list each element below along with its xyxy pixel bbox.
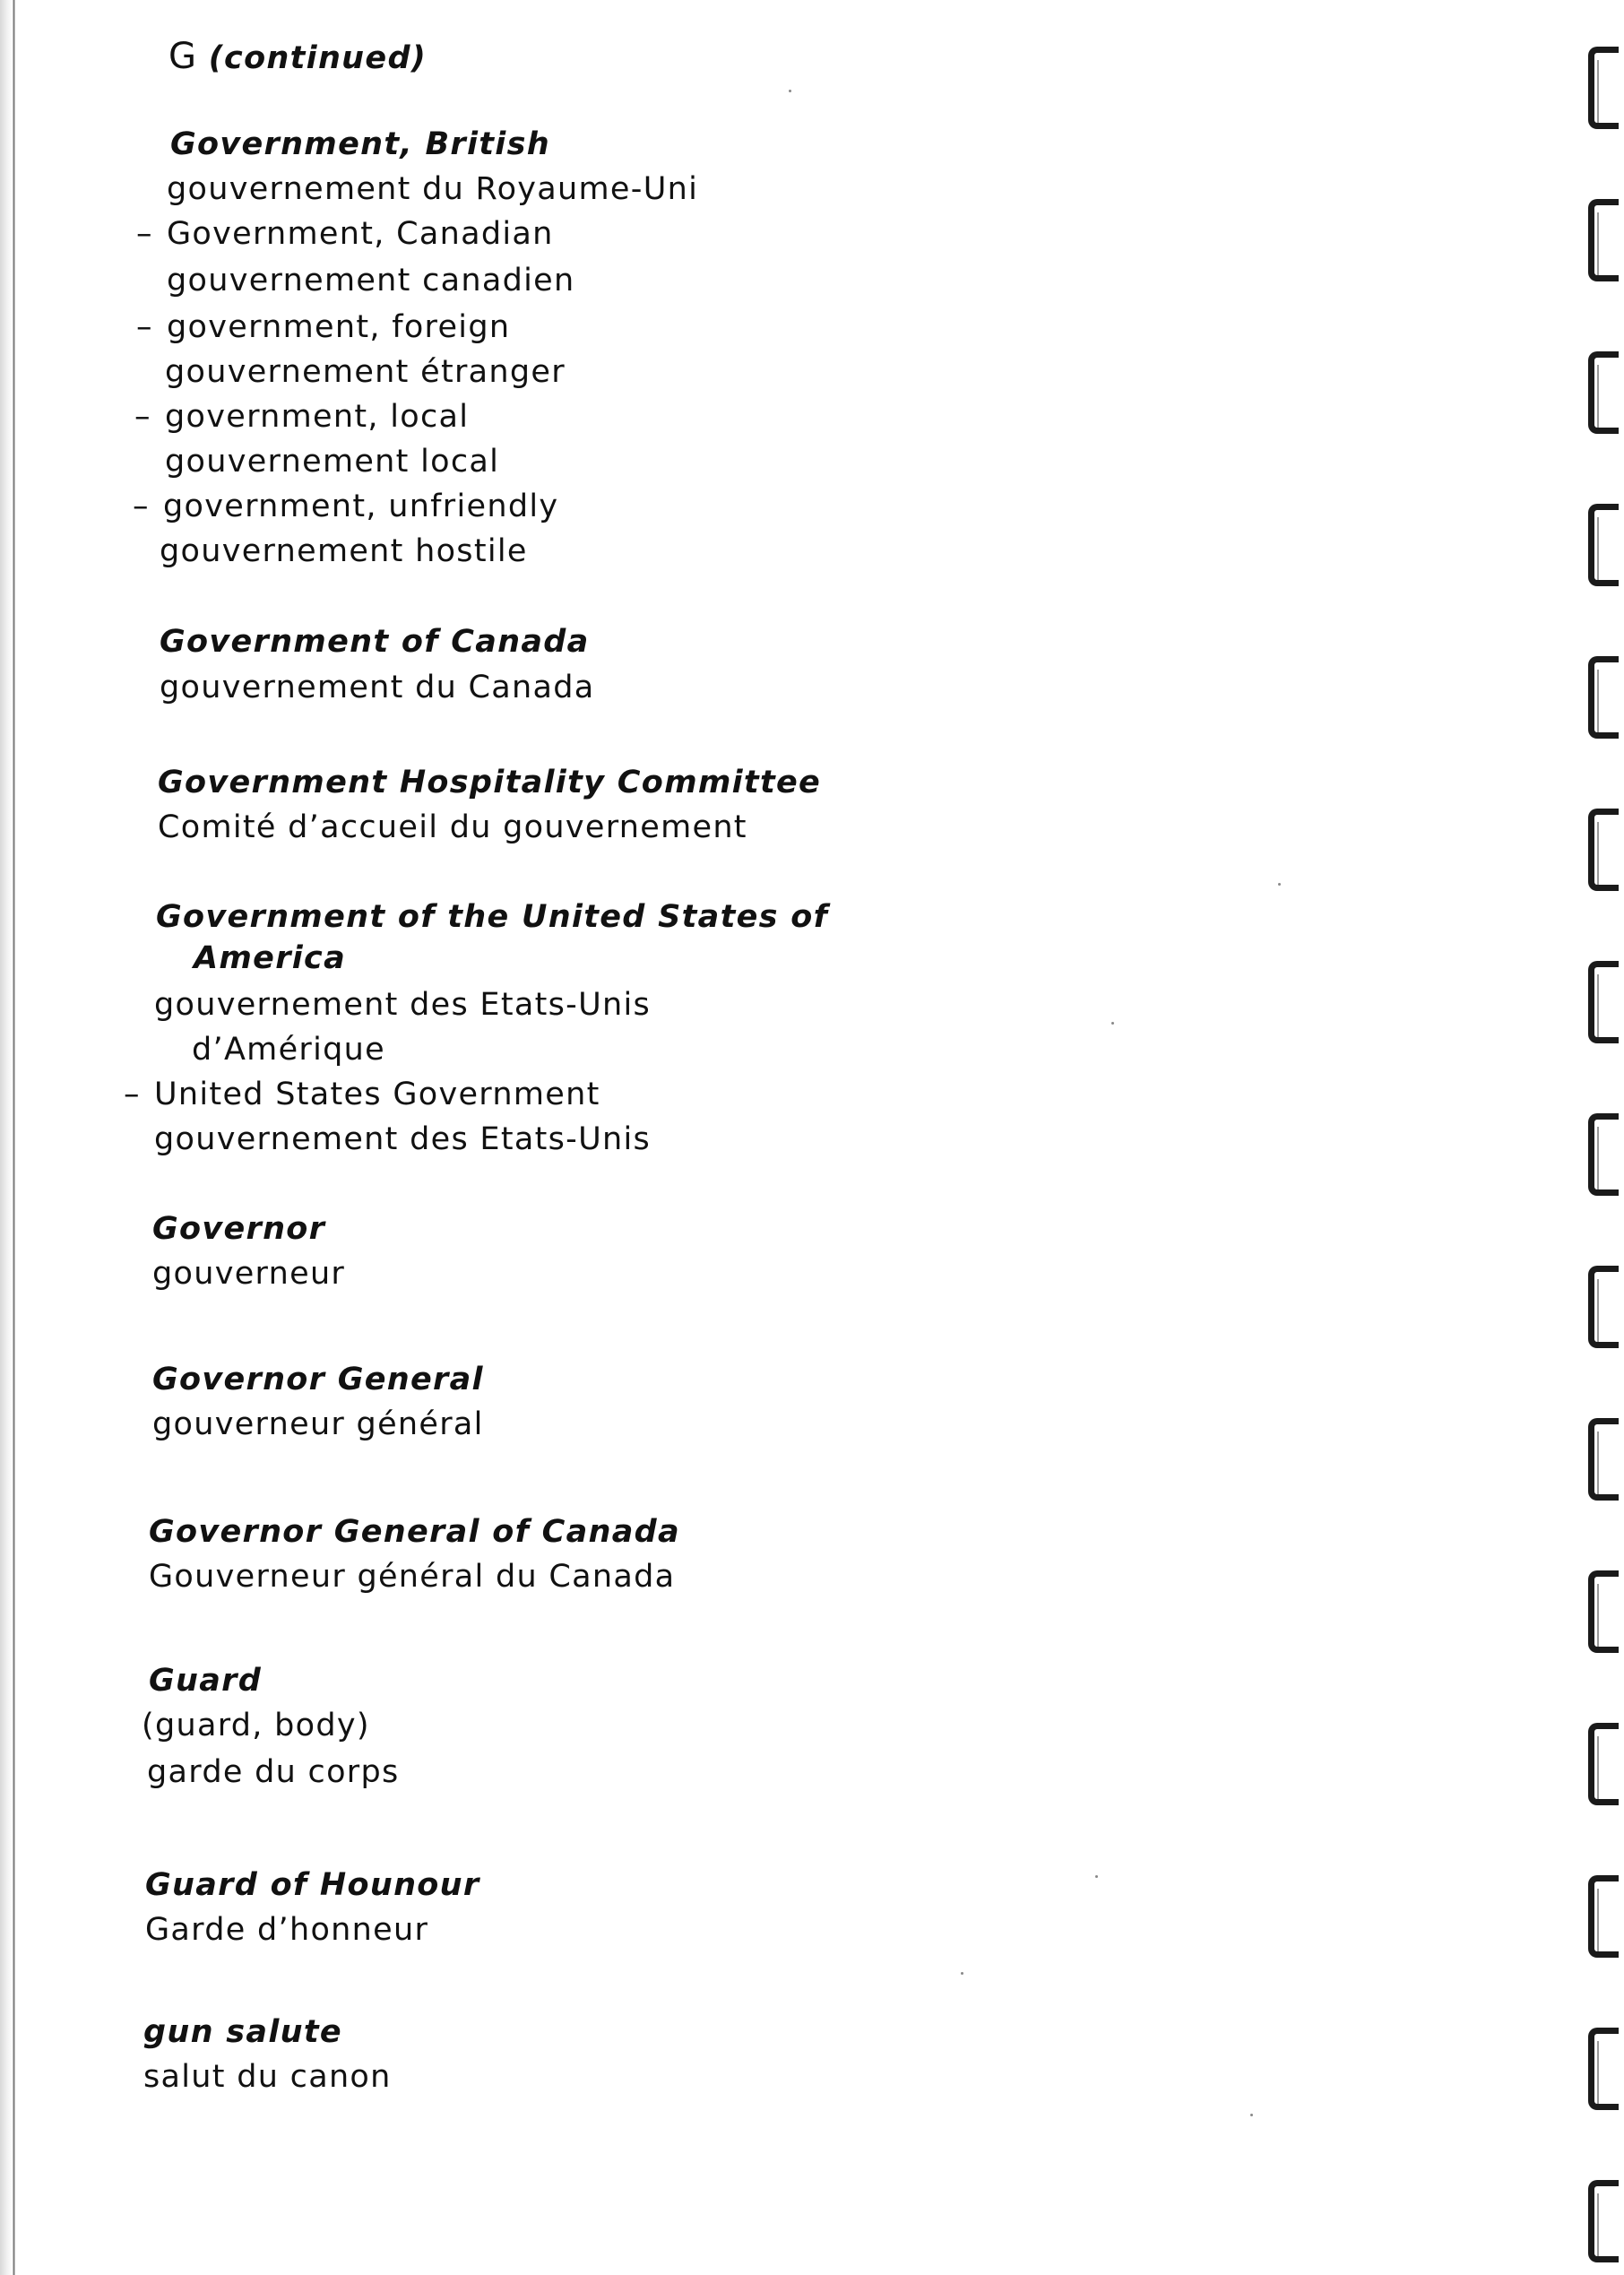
binder-ring bbox=[1588, 961, 1619, 1043]
subentry-term bbox=[134, 398, 470, 436]
subentry-term bbox=[124, 1076, 600, 1113]
section-letter: G bbox=[168, 36, 198, 77]
entry-translation: Garde d’honneur bbox=[145, 1912, 429, 1948]
entry-translation: salut du canon bbox=[143, 2059, 392, 2095]
entry-translation: gouverneur général bbox=[152, 1406, 484, 1442]
binder-ring bbox=[1588, 809, 1619, 891]
entry-translation: gouverneur bbox=[152, 1256, 346, 1292]
binder-ring bbox=[1588, 199, 1619, 281]
binder-ring bbox=[1588, 351, 1619, 434]
subentry-translation: gouvernement étranger bbox=[165, 354, 566, 390]
subentry-dash: – bbox=[124, 1077, 141, 1112]
subentry-term bbox=[136, 215, 554, 253]
scan-speck bbox=[1278, 883, 1281, 886]
entry-term: Government, British bbox=[170, 126, 550, 162]
subentry-term-text: government, foreign bbox=[167, 309, 511, 345]
subentry-dash: – bbox=[134, 399, 151, 435]
entry-term: Government of the United States of bbox=[156, 899, 829, 935]
binder-ring bbox=[1588, 2028, 1619, 2110]
binder-ring bbox=[1588, 1570, 1619, 1653]
entry-term: Governor bbox=[152, 1211, 326, 1247]
entry-term: Government Hospitality Committee bbox=[158, 765, 822, 800]
entry-term: gun salute bbox=[143, 2014, 342, 2050]
binder-ring bbox=[1588, 656, 1619, 739]
entry-translation: Comité d’accueil du gouvernement bbox=[158, 809, 747, 845]
subentry-term-text: government, local bbox=[165, 399, 470, 435]
section-note: (continued) bbox=[208, 40, 428, 76]
scan-speck bbox=[789, 90, 791, 92]
entry-term: Guard of Hounour bbox=[145, 1867, 480, 1903]
entry-term-continued: America bbox=[194, 940, 347, 976]
subentry-translation: gouvernement des Etats-Unis bbox=[154, 1121, 652, 1157]
entry-term: Guard bbox=[149, 1663, 263, 1699]
entry-translation: gouvernement du Canada bbox=[160, 670, 595, 705]
entry-term: Government of Canada bbox=[160, 624, 590, 660]
subentry-term-text: Government, Canadian bbox=[167, 216, 554, 252]
binder-ring bbox=[1588, 2180, 1619, 2262]
subentry-term-text: government, unfriendly bbox=[163, 489, 559, 524]
subentry-term bbox=[136, 308, 511, 346]
entry-term: Governor General bbox=[152, 1362, 484, 1397]
scan-speck bbox=[1095, 1875, 1098, 1878]
subentry-translation: gouvernement canadien bbox=[167, 263, 575, 298]
subentry-dash: – bbox=[136, 309, 153, 345]
entry-translation-continued: d’Amérique bbox=[192, 1032, 385, 1068]
binder-ring bbox=[1588, 1113, 1619, 1196]
entry-translation: gouvernement du Royaume-Uni bbox=[167, 171, 699, 207]
section-header bbox=[168, 38, 427, 77]
subentry-term bbox=[133, 488, 559, 525]
entry-term: Governor General of Canada bbox=[149, 1514, 680, 1550]
page-binding-edge bbox=[0, 0, 23, 2275]
scan-speck bbox=[1111, 1022, 1114, 1025]
subentry-translation: gouvernement local bbox=[165, 444, 500, 480]
binder-ring bbox=[1588, 504, 1619, 586]
subentry-term-text: United States Government bbox=[154, 1077, 600, 1112]
entry-translation: gouvernement des Etats-Unis bbox=[154, 987, 652, 1023]
scan-speck bbox=[961, 1972, 963, 1975]
entry-translation: garde du corps bbox=[147, 1754, 400, 1790]
subentry-dash: – bbox=[136, 216, 153, 252]
binder-ring bbox=[1588, 1266, 1619, 1348]
subentry-dash: – bbox=[133, 489, 150, 524]
subentry-translation: gouvernement hostile bbox=[160, 533, 528, 569]
binder-ring bbox=[1588, 1875, 1619, 1958]
entry-translation: Gouverneur général du Canada bbox=[149, 1559, 676, 1595]
binder-ring bbox=[1588, 47, 1619, 129]
binder-ring bbox=[1588, 1723, 1619, 1805]
entry-qualifier: (guard, body) bbox=[142, 1708, 370, 1743]
binder-ring bbox=[1588, 1418, 1619, 1501]
scan-speck bbox=[1250, 2114, 1253, 2116]
